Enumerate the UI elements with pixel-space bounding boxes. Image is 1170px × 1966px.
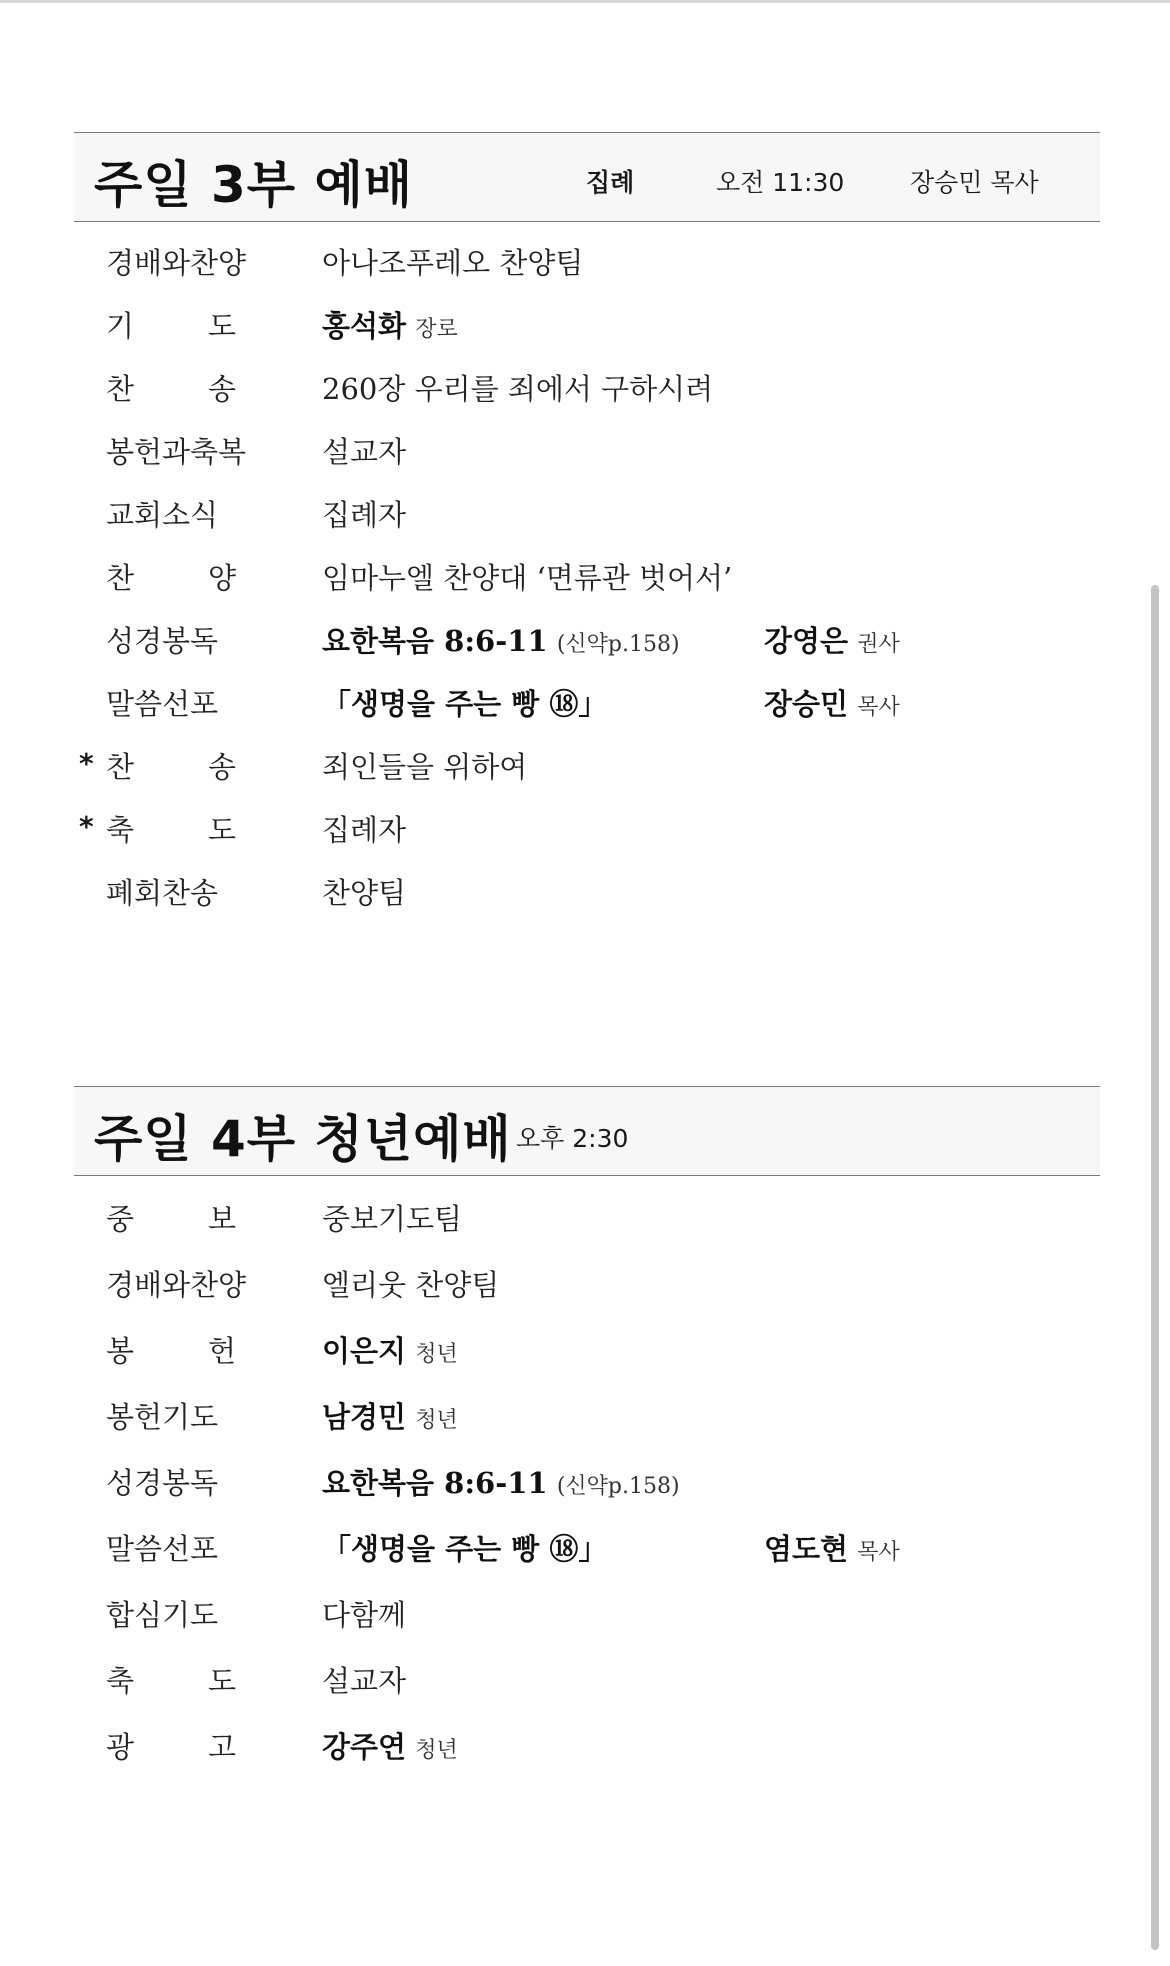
row-label-char: 찬 xyxy=(106,750,135,784)
row-label: 경배와찬양 xyxy=(106,246,247,280)
order-row-benediction xyxy=(74,798,1100,861)
order-row-hymn-standing xyxy=(74,735,1100,798)
row-label xyxy=(106,367,236,408)
row-label: 경배와찬양 xyxy=(106,1268,247,1302)
scrollbar-thumb[interactable] xyxy=(1151,585,1159,1950)
row-label: 성경봉독 xyxy=(106,1466,219,1500)
row-label: 말씀선포 xyxy=(106,687,219,721)
row-content: 임마누엘 찬양대 ‘면류관 벗어서’ xyxy=(322,561,733,595)
order-row-sermon xyxy=(74,1517,1100,1583)
order-row-group-prayer xyxy=(74,1583,1100,1649)
row-label: 말씀선포 xyxy=(106,1532,219,1566)
row-label: 합심기도 xyxy=(106,1598,219,1632)
reader xyxy=(764,619,900,660)
row-label-char: 축 xyxy=(106,813,135,847)
sermon-title: 「생명을 주는 빵 ⑱」 xyxy=(322,1532,608,1566)
row-label: 성경봉독 xyxy=(106,624,219,658)
person-name: 이은지 xyxy=(322,1334,407,1368)
row-label-char: 송 xyxy=(207,750,236,784)
person-name: 염도현 xyxy=(764,1532,849,1566)
order-row-choir xyxy=(74,546,1100,609)
row-label xyxy=(106,808,236,849)
service-4-section xyxy=(74,1086,1100,1781)
order-row-sermon xyxy=(74,672,1100,735)
row-label-char: 송 xyxy=(207,372,236,406)
row-label-char: 헌 xyxy=(207,1334,236,1368)
row-label xyxy=(106,1197,236,1238)
row-content xyxy=(322,1725,458,1766)
standing-marker: * xyxy=(79,810,94,843)
row-content: 집례자 xyxy=(322,813,407,847)
person-role: 권사 xyxy=(857,632,900,657)
sermon-title: 「생명을 주는 빵 ⑱」 xyxy=(322,687,608,721)
row-content xyxy=(322,1461,680,1502)
person-role: 목사 xyxy=(857,1540,900,1565)
row-label xyxy=(106,556,236,597)
row-label-char: 중 xyxy=(106,1202,135,1236)
service-3-time: 오전 11:30 xyxy=(716,168,845,197)
order-row-announcements xyxy=(74,1715,1100,1781)
row-content: 다함께 xyxy=(322,1598,407,1632)
order-row-offering-prayer xyxy=(74,1385,1100,1451)
person-role: 청년 xyxy=(415,1342,458,1367)
scripture-passage: 요한복음 8:6-11 xyxy=(322,1466,548,1500)
row-label xyxy=(106,1725,236,1766)
row-label-char: 보 xyxy=(207,1202,236,1236)
row-label: 폐회찬송 xyxy=(106,876,219,910)
order-row-scripture xyxy=(74,1451,1100,1517)
person-role: 장로 xyxy=(415,317,458,342)
order-row-announcements xyxy=(74,483,1100,546)
service-4-header xyxy=(74,1086,1100,1176)
person-name: 장승민 xyxy=(764,687,849,721)
scripture-passage: 요한복음 8:6-11 xyxy=(322,624,548,658)
person-role: 목사 xyxy=(857,695,900,720)
order-row-intercession xyxy=(74,1187,1100,1253)
row-label-char: 찬 xyxy=(106,561,135,595)
row-content xyxy=(322,619,680,660)
order-row-praise xyxy=(74,231,1100,294)
scripture-page-ref: (신약p.158) xyxy=(556,1474,680,1499)
order-row-scripture xyxy=(74,609,1100,672)
row-label-char: 기 xyxy=(106,309,135,343)
row-label-char: 도 xyxy=(207,1664,236,1698)
row-label-char: 고 xyxy=(207,1730,236,1764)
row-label: 교회소식 xyxy=(106,498,219,532)
person-role: 청년 xyxy=(415,1738,458,1763)
person-name: 강주연 xyxy=(322,1730,407,1764)
order-row-offering xyxy=(74,1319,1100,1385)
order-row-prayer xyxy=(74,294,1100,357)
person-name: 홍석화 xyxy=(322,309,407,343)
row-label-char: 광 xyxy=(106,1730,135,1764)
row-content: 찬양팀 xyxy=(322,876,407,910)
service-4-order-list xyxy=(74,1187,1100,1781)
service-3-order-list xyxy=(74,231,1100,924)
row-label-char: 도 xyxy=(207,813,236,847)
row-content xyxy=(322,1395,458,1436)
row-label-char: 찬 xyxy=(106,372,135,406)
row-content: 설교자 xyxy=(322,1664,407,1698)
row-label: 봉헌기도 xyxy=(106,1400,219,1434)
scripture-page-ref: (신약p.158) xyxy=(556,632,680,657)
service-3-title: 주일 3부 예배 xyxy=(94,156,414,214)
row-label xyxy=(106,1659,236,1700)
row-label-char: 도 xyxy=(207,309,236,343)
row-label-char: 축 xyxy=(106,1664,135,1698)
preacher xyxy=(764,682,900,723)
preacher xyxy=(764,1527,900,1568)
person-role: 청년 xyxy=(415,1408,458,1433)
row-label: 봉헌과축복 xyxy=(106,435,247,469)
row-content xyxy=(322,304,458,345)
row-content: 엘리웃 찬양팀 xyxy=(322,1268,500,1302)
service-3-header xyxy=(74,132,1100,222)
officiant-label: 집례 xyxy=(586,168,635,197)
order-row-closing-hymn xyxy=(74,861,1100,924)
row-content: 아나조푸레오 찬양팀 xyxy=(322,246,584,280)
row-label xyxy=(106,1329,236,1370)
row-label xyxy=(106,304,236,345)
service-4-time: 오후 2:30 xyxy=(516,1124,629,1153)
service-4-title: 주일 4부 청년예배 xyxy=(94,1110,512,1168)
row-content xyxy=(322,1329,458,1370)
service-3-leader: 장승민 목사 xyxy=(910,168,1039,197)
row-content: 집례자 xyxy=(322,498,407,532)
service-3-section xyxy=(74,132,1100,924)
person-name: 남경민 xyxy=(322,1400,407,1434)
order-row-benediction xyxy=(74,1649,1100,1715)
row-label xyxy=(106,745,236,786)
order-row-offering xyxy=(74,420,1100,483)
person-name: 강영은 xyxy=(764,624,849,658)
row-content: 260장 우리를 죄에서 구하시려 xyxy=(322,372,714,406)
row-content: 설교자 xyxy=(322,435,407,469)
row-label-char: 양 xyxy=(207,561,236,595)
order-row-praise xyxy=(74,1253,1100,1319)
row-label-char: 봉 xyxy=(106,1334,135,1368)
order-row-hymn xyxy=(74,357,1100,420)
top-border xyxy=(0,0,1170,3)
standing-marker: * xyxy=(79,747,94,780)
row-content: 죄인들을 위하여 xyxy=(322,750,528,784)
row-content: 중보기도팀 xyxy=(322,1202,463,1236)
